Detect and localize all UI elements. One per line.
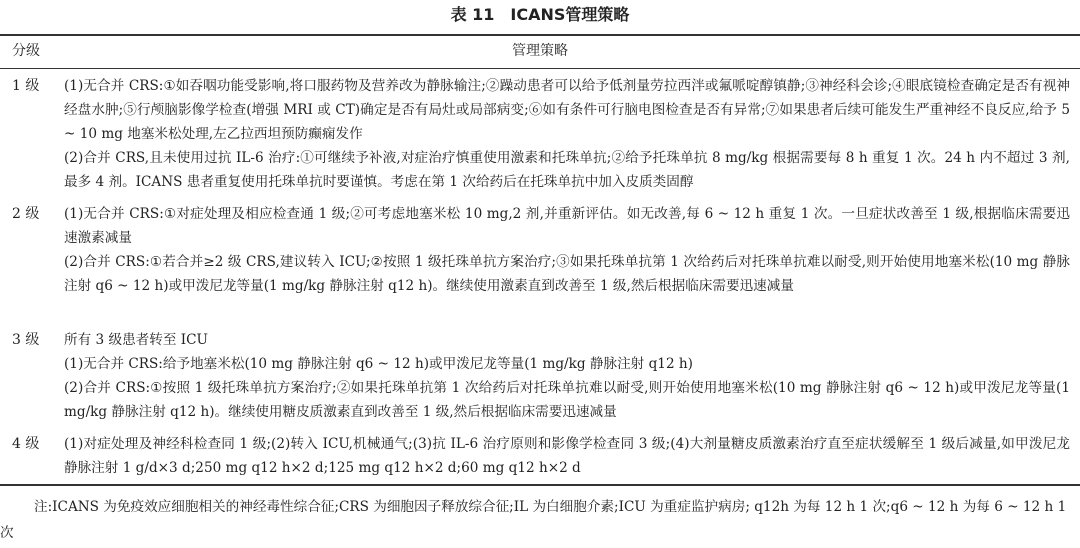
grade-3-label: 3 级 <box>12 332 40 348</box>
grade-1-item-2: (2)合并 CRS,且未使用过抗 IL-6 治疗:①可继续予补液,对症治疗慎重使用激素和托珠单抗;②给予托珠单抗 8 mg/kg 根据需要每 8 h 重复 1 次。24 h 内不超过 3 剂,最多 4 剂。ICANS 患者重复使用托珠单抗时要谨慎。考虑在第 1 次给药后在托珠单抗中加入皮质类固醇 <box>64 150 1070 190</box>
grade-3-intro: 所有 3 级患者转至 ICU <box>64 332 208 348</box>
grade-2-item-2: (2)合并 CRS:①若合并≥2 级 CRS,建议转入 ICU;②按照 1 级托珠单抗方案治疗;③如果托珠单抗第 1 次给药后对托珠单抗难以耐受,则开始使用地塞米松(10 mg 静脉注射 q6 ~ 12 h)或甲泼尼龙等量(1 mg/kg 静脉注射 q12 h)。继续使用激素直到改善至 1 级,然后根据临床需要迅速减量 <box>64 254 1070 294</box>
grade-3-item-2: (2)合并 CRS:①按照 1 级托珠单抗方案治疗;②如果托珠单抗第 1 次给药后对托珠单抗难以耐受,则开始使用地塞米松(10 mg 静脉注射 q6 ~ 12 h)或甲泼尼龙等量(1 mg/kg 静脉注射 q12 h)。继续使用糖皮质激素直到改善至 1 级,然后根据临床需要迅速减量 <box>64 380 1070 420</box>
grade-2-label: 2 级 <box>12 206 40 222</box>
header-strategy: 管理策略 <box>512 43 568 59</box>
grade-2-item-1: (1)无合并 CRS:①对症处理及相应检查通 1 级;②可考虑地塞米松 10 mg,2 剂,并重新评估。如无改善,每 6 ~ 12 h 重复 1 次。一旦症状改善至 1 级,根据临床需要迅速激素减量 <box>64 206 1070 246</box>
table-footnote: 注:ICANS 为免疫效应细胞相关的神经毒性综合征;CRS 为细胞因子释放综合征;IL 为白细胞介素;ICU 为重症监护病房; q12h 为每 12 h 1 次;q6 ~ 12 h 为每 6 ~ 12 h 1 次 <box>0 499 1067 541</box>
bottom-rule <box>0 484 1080 486</box>
table-title: 表 11 ICANS管理策略 <box>450 5 630 24</box>
grade-1-label: 1 级 <box>12 78 40 94</box>
grade-1-item-1: (1)无合并 CRS:①如吞咽功能受影响,将口服药物及营养改为静脉输注;②躁动患者可以给予低剂量劳拉西泮或氟哌啶醇镇静;③神经科会诊;④眼底镜检查确定是否有视神经盘水肿;⑤行颅脑影像学检查(增强 MRI 或 CT)确定是否有局灶或局部病变;⑥如有条件可行脑电图检查是否有异常;⑦如果患者后续可能发生严重神经不良反应,给予 5 ~ 10 mg 地塞米松处理,左乙拉西坦预防癫痫发作 <box>64 78 1070 142</box>
header-rule <box>0 68 1080 69</box>
top-rule <box>0 34 1080 36</box>
header-grade: 分级 <box>12 43 40 59</box>
grade-4-items: (1)对症处理及神经科检查同 1 级;(2)转入 ICU,机械通气;(3)抗 IL-6 治疗原则和影像学检查同 3 级;(4)大剂量糖皮质激素治疗直至症状缓解至 1 级后减量,如甲泼尼龙 静脉注射 1 g/d×3 d;250 mg q12 h×2 d;125 mg q12 h×2 d;60 mg q12 h×2 d <box>64 436 1070 476</box>
grade-4-label: 4 级 <box>12 436 40 452</box>
grade-3-item-1: (1)无合并 CRS:给予地塞米松(10 mg 静脉注射 q6 ~ 12 h)或甲泼尼龙等量(1 mg/kg 静脉注射 q12 h) <box>64 356 693 372</box>
